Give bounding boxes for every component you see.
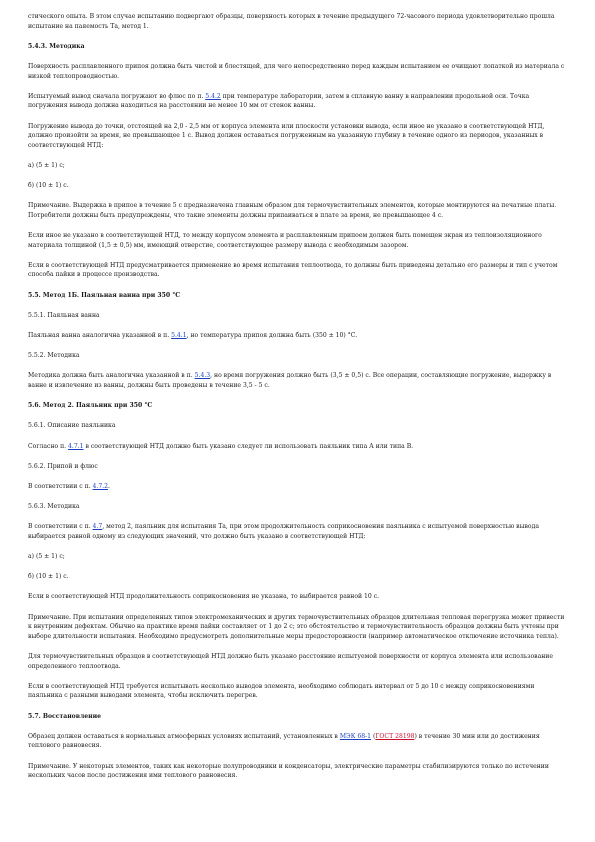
text-run: б) (10 ± 1) с. (28, 573, 69, 581)
reference-link[interactable]: 5.4.1 (171, 332, 187, 339)
text-run: ( (371, 732, 376, 740)
paragraph (28, 522, 567, 541)
text-run: Если в соответствующей НТД требуется испытывать несколько выводов элемента, необходимо соблюдать интервал от 5 до 10 с между соприкосновениями паяльника с разными выводами элемента, чтобы исключить перегрев. (28, 682, 535, 700)
paragraph (28, 482, 567, 492)
reference-link[interactable]: 5.4.3 (194, 372, 211, 380)
paragraph (28, 231, 567, 250)
text-run: Примечание. У некоторых элементов, таких как некоторые полупроводники и конденсаторы, электрические параметры стабилизируются только по истечении нескольких часов после достижения ими теплового равновесия. (28, 762, 549, 780)
text-run: Испытуемый вывод сначала погружают во флюс по п. (28, 92, 206, 100)
text-run: Паяльная ванна аналогична указанной в п. (28, 332, 172, 339)
text-run: Если в соответствующей НТД продолжительность соприкосновения не указана, то выбирается равной 10 с. (28, 593, 380, 601)
paragraph (28, 261, 567, 280)
reference-link[interactable]: ГОСТ 28198 (375, 732, 415, 740)
paragraph (28, 181, 567, 191)
text-run: 5.6.3. Методика (28, 503, 80, 511)
text-run: , метод 2, паяльник для испытания Та, при этом продолжительность соприкосновения паяльника с испытуемой поверхностью вывода выбирается равной одному из следующих значений, что должно быть указано в соответствующей НТД: (28, 523, 539, 540)
text-run: Согласно п. (28, 442, 69, 450)
text-run: б) (10 ± 1) с. (28, 182, 69, 190)
text-run: В соответствии с п. (28, 482, 93, 490)
reference-link[interactable]: МЭК 68-1 (339, 732, 372, 740)
text-run: Если иное не указано в соответствующей НТД, то между корпусом элемента и расплавленным припоем должен быть помещен экран из теплоизоляционного материала толщиной (1,5 ± 0,5) мм, имеющий отверстие, соответствующее размеру вывода с необходимым зазором. (28, 232, 542, 249)
paragraph (28, 122, 567, 151)
text-run: Методика должна быть аналогична указанной в п. (28, 372, 195, 380)
text-run: 5.5. Метод 1Б. Паяльная ванна при 350 °C (28, 291, 181, 299)
text-run: при температуре лаборатории, затем в сплавную ванну в направлении продольной оси. Точка погружения вывода должна находиться на расстоянии не менее 10 мм от стенок ванны. (28, 92, 530, 110)
text-run: в соответствующей НТД должно быть указано следует ли использовать паяльник типа А или типа В. (83, 442, 414, 450)
text-run: , но время погружения должно быть (3,5 ± 0,5) с. Все операции, составляющие погружение, выдержку в ванне и извлечение из ванны, должны быть проведены в течение 3,5 - 5 с. (28, 372, 552, 389)
text-run: а) (5 ± 1) с; (28, 161, 65, 169)
paragraph (28, 12, 567, 31)
section-heading (28, 42, 567, 52)
text-run: Если в соответствующей НТД предусматривается применение во время испытания теплоотвода, то должны быть приведены детально его размеры и тип с учетом способа пайки в процессе производства. (28, 261, 558, 279)
paragraph (28, 442, 567, 452)
section-heading (28, 291, 567, 301)
text-run: 5.7. Восстановление (28, 712, 101, 720)
text-run: Погружение вывода до точки, отстоящей на 2,0 - 2,5 мм от корпуса элемента или плоскости установки вывода, если иное не указано в соответствующей НТД, должно произойти за время, не превышающее 1 с. Вывод должен оставаться погруженным на указанную глубину в течение одного из периодов, указанных в соответствующей НТД: (28, 122, 545, 149)
paragraph (28, 762, 567, 781)
text-run: Примечание. Выдержка в припое в течение 5 с предназначена главным образом для термочувствительных элементов, которые монтируются на печатные платы. Потребители должны быть предупреждены, что такие элементы должны припаиваться в плате за время, не превышающее 4 с. (28, 202, 557, 219)
text-run: 5.6.1. Описание паяльника (28, 422, 116, 430)
paragraph (28, 92, 567, 111)
paragraph (28, 652, 567, 671)
paragraph (28, 421, 567, 431)
paragraph (28, 351, 567, 361)
text-run: Для термочувствительных образцов в соответствующей НТД должно быть указано расстояние испытуемой поверхности от корпуса элемента или использование определенного теплоотвода. (28, 653, 553, 670)
paragraph (28, 502, 567, 512)
reference-link[interactable]: 4.7.2 (92, 482, 109, 490)
paragraph (28, 62, 567, 81)
text-run: , но температура припоя должна быть (350 ± 10) °C. (186, 332, 358, 339)
section-heading (28, 401, 567, 411)
text-run: Образец должен оставаться в нормальных атмосферных условиях испытаний, установленных в (28, 732, 340, 740)
paragraph (28, 613, 567, 642)
text-run: 5.5.1. Паяльная ванна (28, 311, 100, 319)
text-run: . (108, 482, 110, 490)
text-run: стического опыта. В этом случае испытанию подвергают образцы, поверхность которых в течение предыдущего 72-часового периода удовлетворительно прошла испытание на паяемость Та, метод 1. (28, 13, 555, 30)
paragraph (28, 462, 567, 472)
text-run: 5.6.2. Припой и флюс (28, 462, 98, 470)
paragraph (28, 201, 567, 220)
paragraph (28, 592, 567, 602)
paragraph (28, 682, 567, 701)
section-heading (28, 712, 567, 722)
paragraph (28, 161, 567, 171)
paragraph (28, 371, 567, 390)
reference-link[interactable]: 4.7 (92, 523, 103, 531)
text-run: 5.6. Метод 2. Паяльник при 350 °C (28, 402, 153, 410)
paragraph (28, 311, 567, 321)
text-run: ) в течение 30 мин или до достижения теплового равновесия. (28, 732, 540, 750)
reference-link[interactable]: 5.4.2 (205, 92, 221, 100)
reference-link[interactable]: 4.7.1 (68, 442, 84, 450)
text-run: 5.4.3. Методика (28, 42, 85, 50)
paragraph (28, 732, 567, 751)
text-run: а) (5 ± 1) с; (28, 553, 65, 561)
text-run: В соответствии с п. (28, 523, 93, 531)
paragraph (28, 331, 567, 341)
paragraph (28, 552, 567, 562)
text-run: 5.5.2. Методика (28, 352, 80, 360)
text-run: Примечание. При испытании определенных типов электромеханических и других термочувствительных образцов длительная тепловая перегрузка может привести к внутренним дефектам. Обычно на практике время пайки составляет от 1 до 2 с; это обстоятельство и термочувствительность образцов должны быть учтены при выборе длительности испытания. Необходимо предусмотреть дополнительные меры предосторожности (например автоматическое отключение источника тепла). (28, 613, 565, 640)
text-run: Поверхность расплавленного припоя должна быть чистой и блестящей, для чего непосредственно перед каждым испытанием ее очищают лопаткой из материала с низкой теплопроводностью. (28, 62, 565, 80)
paragraph (28, 572, 567, 582)
